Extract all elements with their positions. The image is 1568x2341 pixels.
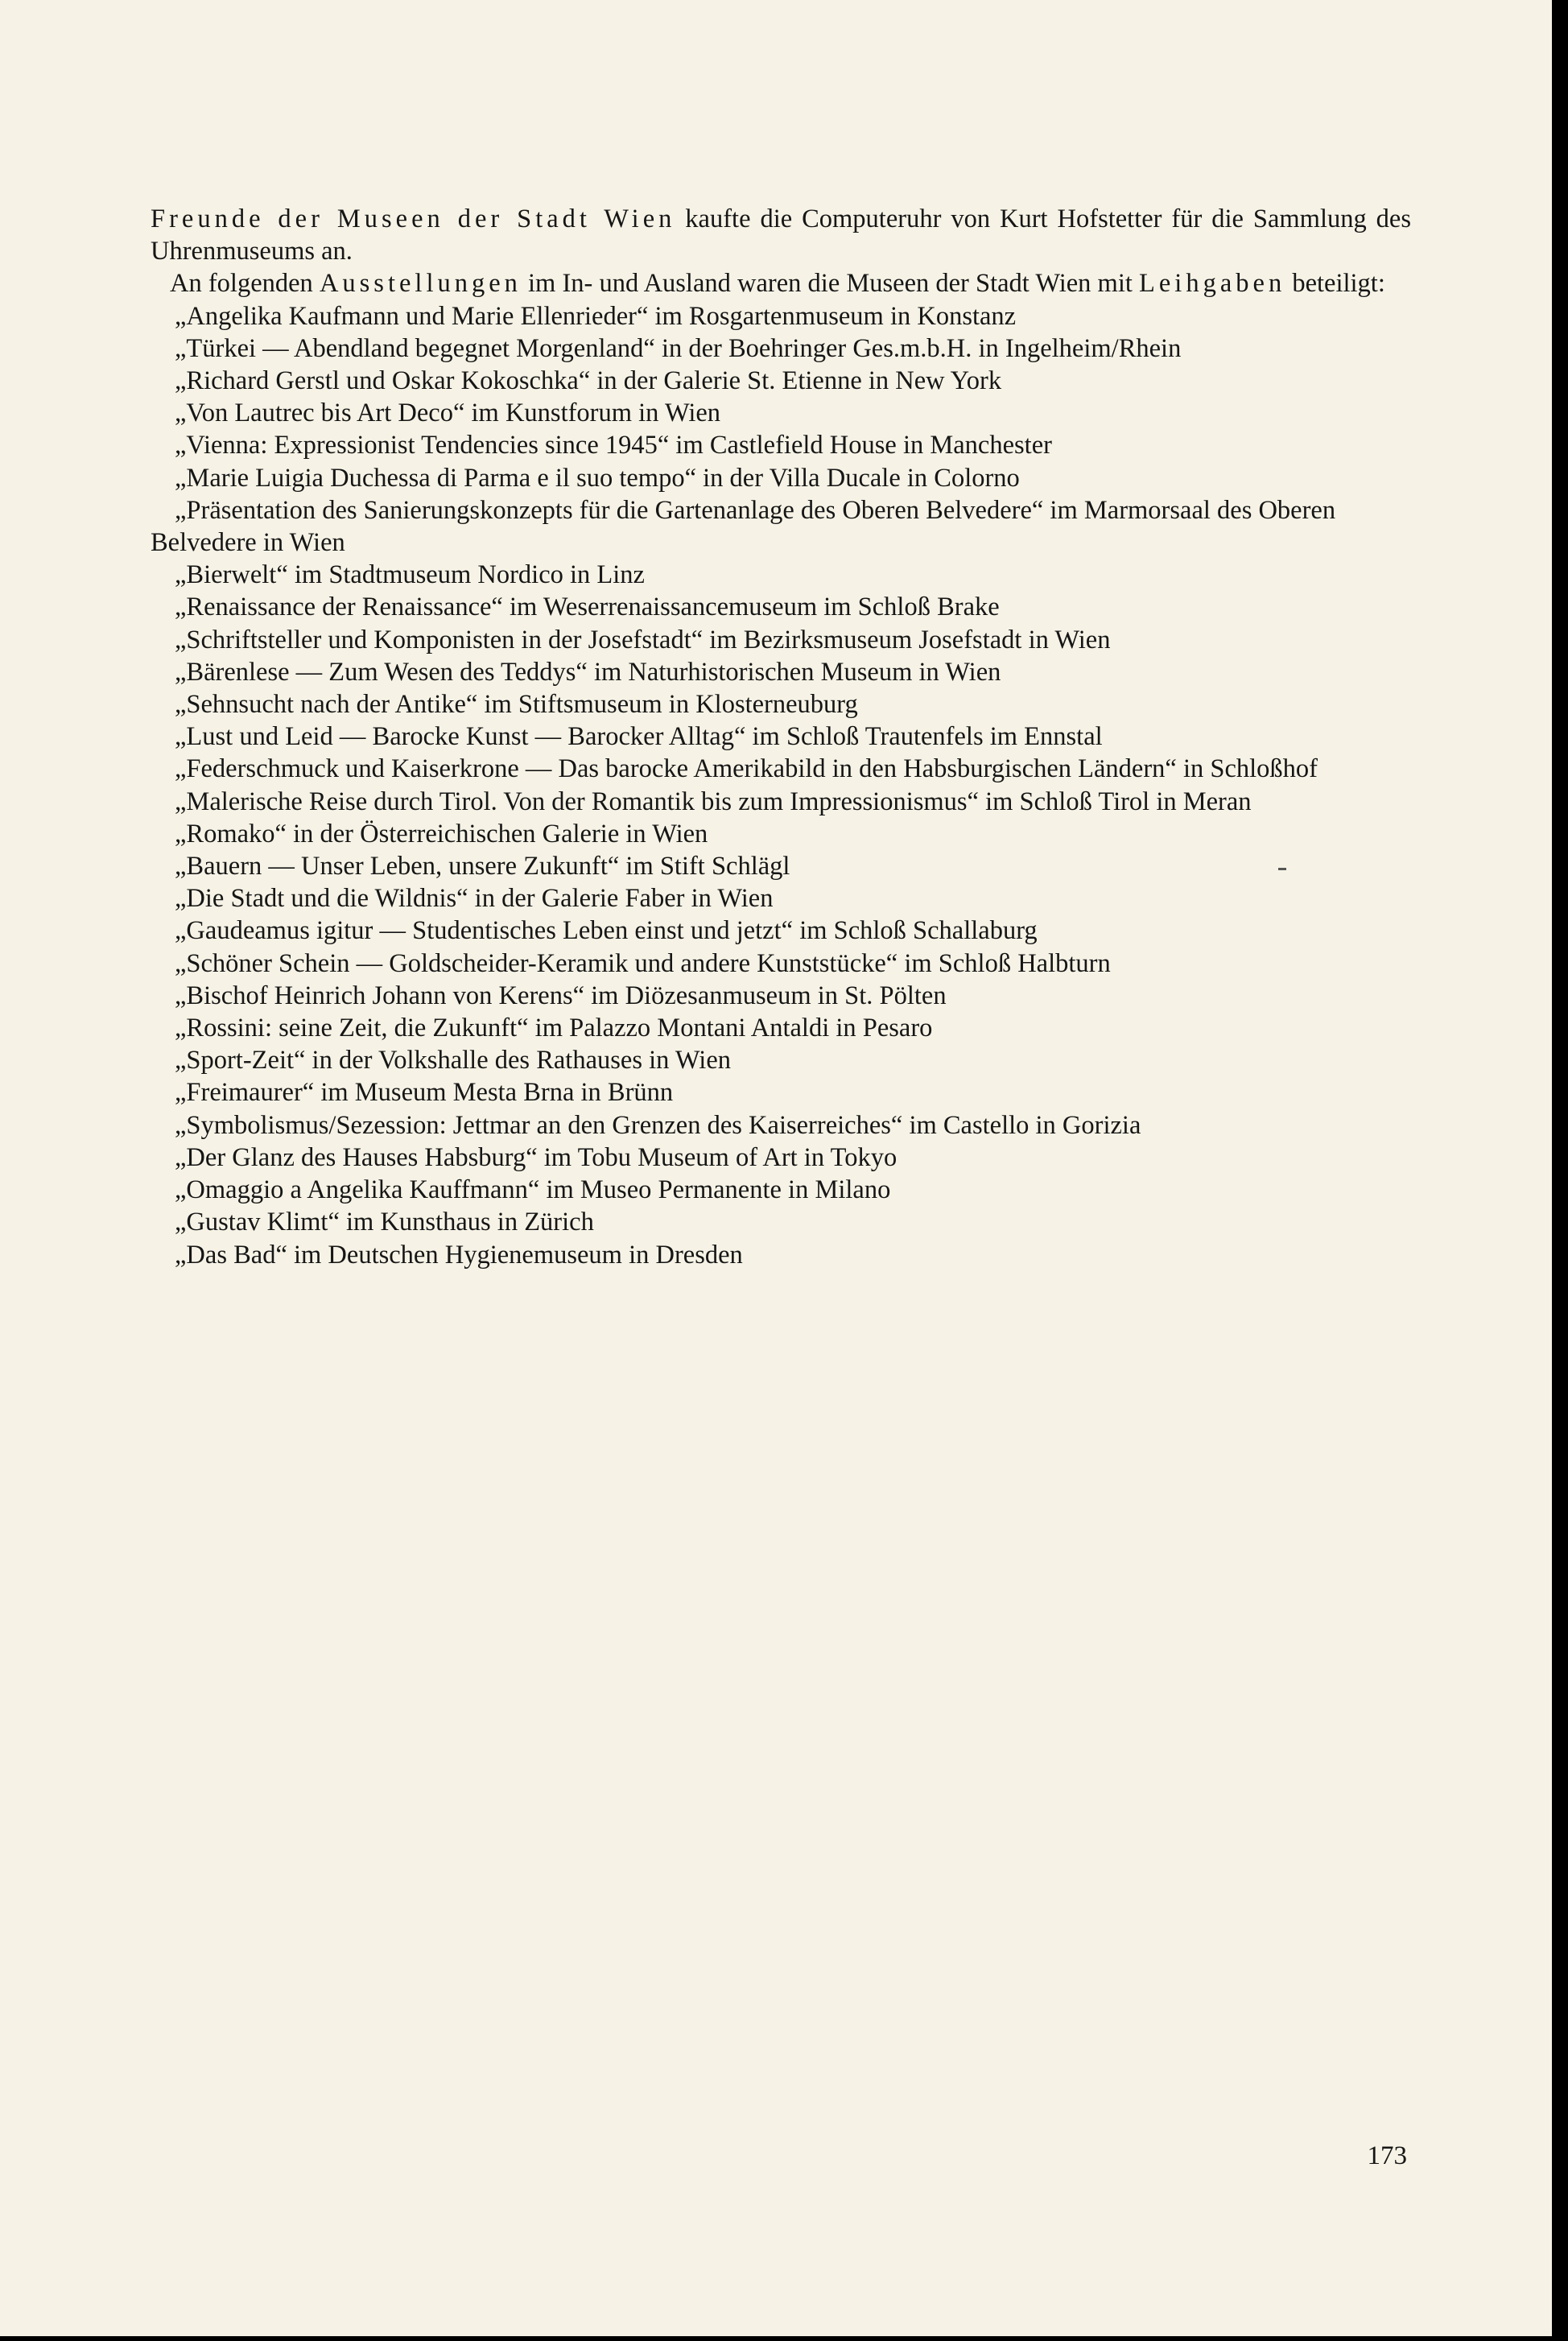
exhibition-item: „Federschmuck und Kaiserkrone — Das barocke Amerikabild in den Habsburgischen Ländern“ in Schloßhof xyxy=(175,754,1318,784)
exhibition-item: „Bauern — Unser Leben, unsere Zukunft“ im Stift Schlägl xyxy=(175,852,790,881)
exhibition-item: „Sport-Zeit“ in der Volkshalle des Rathauses in Wien xyxy=(175,1046,731,1076)
exhibition-item: „Freimaurer“ im Museum Mesta Brna in Brünn xyxy=(175,1078,674,1108)
exhibition-item xyxy=(151,494,1411,559)
exhibition-item: „Vienna: Expressionist Tendencies since 1945“ im Castlefield House in Manchester xyxy=(175,431,1052,460)
exhibition-item: „Türkei — Abendland begegnet Morgenland“ in der Boehringer Ges.m.b.H. in Ingelheim/Rhein xyxy=(175,333,1182,363)
body-text xyxy=(151,203,1411,1271)
exhibition-item: „Bierwelt“ im Stadtmuseum Nordico in Linz xyxy=(175,560,645,590)
exhibition-item: „Lust und Leid — Barocke Kunst — Barocker Alltag“ im Schloß Trautenfels im Ennstal xyxy=(175,722,1103,752)
spaced-phrase-freunde: Freunde der Museen der Stadt Wien xyxy=(151,204,676,233)
intro-paragraph-2-text-a: An folgenden xyxy=(170,269,320,299)
exhibition-item: „Rossini: seine Zeit, die Zukunft“ im Palazzo Montani Antaldi in Pesaro xyxy=(175,1014,933,1043)
exhibition-item: „Das Bad“ im Deutschen Hygienemuseum in Dresden xyxy=(175,1240,743,1270)
exhibition-item: „Omaggio a Angelika Kauffmann“ im Museo Permanente in Milano xyxy=(175,1175,891,1205)
exhibition-item: „Symbolismus/Sezession: Jettmar an den Grenzen des Kaiserreiches“ im Castello in Gorizia xyxy=(175,1110,1141,1140)
exhibition-item: „Angelika Kaufmann und Marie Ellenrieder“ im Rosgartenmuseum in Konstanz xyxy=(175,301,1017,331)
exhibition-item: „Gustav Klimt“ im Kunsthaus in Zürich xyxy=(175,1208,594,1237)
exhibition-item: „Der Glanz des Hauses Habsburg“ im Tobu Museum of Art in Tokyo xyxy=(175,1142,897,1172)
exhibition-item: „Romako“ in der Österreichischen Galerie in Wien xyxy=(175,819,708,848)
intro-paragraph-2 xyxy=(151,267,1411,299)
page-number: 173 xyxy=(1367,2141,1407,2170)
exhibition-item: „Bischof Heinrich Johann von Kerens“ im Diözesanmuseum in St. Pölten xyxy=(175,981,947,1010)
exhibition-item-text: „Präsentation des Sanierungskonzepts für die Gartenanlage des Oberen Belvedere“ im Marmorsaal des Oberen Belvedere in Wien xyxy=(151,495,1336,558)
exhibition-item: „Renaissance der Renaissance“ im Weserrenaissancemuseum im Schloß Brake xyxy=(175,592,1000,622)
exhibition-item: „Schriftsteller und Komponisten in der Josefstadt“ im Bezirksmuseum Josefstadt in Wien xyxy=(175,625,1111,654)
exhibition-item: „Malerische Reise durch Tirol. Von der Romantik bis zum Impressionismus“ im Schloß Tirol in Meran xyxy=(175,787,1252,816)
exhibition-item: „Sehnsucht nach der Antike“ im Stiftsmuseum in Klosterneuburg xyxy=(175,690,858,720)
print-speck xyxy=(1278,868,1286,870)
intro-paragraph-1-text: kaufte die Computeruhr von Kurt Hofstetter für die Sammlung des Uhrenmuseums an. xyxy=(151,204,1411,266)
exhibition-item: „Von Lautrec bis Art Deco“ im Kunstforum in Wien xyxy=(175,398,721,428)
spaced-word-leihgaben: Leihgaben xyxy=(1139,269,1286,299)
exhibition-item: „Richard Gerstl und Oskar Kokoschka“ in der Galerie St. Etienne in New York xyxy=(175,366,1002,396)
exhibition-item: „Bärenlese — Zum Wesen des Teddys“ im Naturhistorischen Museum in Wien xyxy=(175,657,1001,687)
intro-paragraph-1 xyxy=(151,203,1411,267)
spaced-word-ausstellungen: Ausstellungen xyxy=(319,269,522,299)
exhibition-list xyxy=(151,300,1411,1271)
exhibition-item: „Gaudeamus igitur — Studentisches Leben einst und jetzt“ im Schloß Schallaburg xyxy=(175,916,1038,946)
exhibition-item: „Marie Luigia Duchessa di Parma e il suo tempo“ in der Villa Ducale in Colorno xyxy=(175,463,1020,493)
intro-paragraph-2-text-b: im In- und Ausland waren die Museen der Stadt Wien mit xyxy=(521,269,1140,299)
exhibition-item: „Schöner Schein — Goldscheider-Keramik und andere Kunststücke“ im Schloß Halbturn xyxy=(175,948,1111,978)
intro-paragraph-2-text-c: beteiligt: xyxy=(1285,269,1385,299)
exhibition-item: „Die Stadt und die Wildnis“ in der Galerie Faber in Wien xyxy=(175,884,774,914)
